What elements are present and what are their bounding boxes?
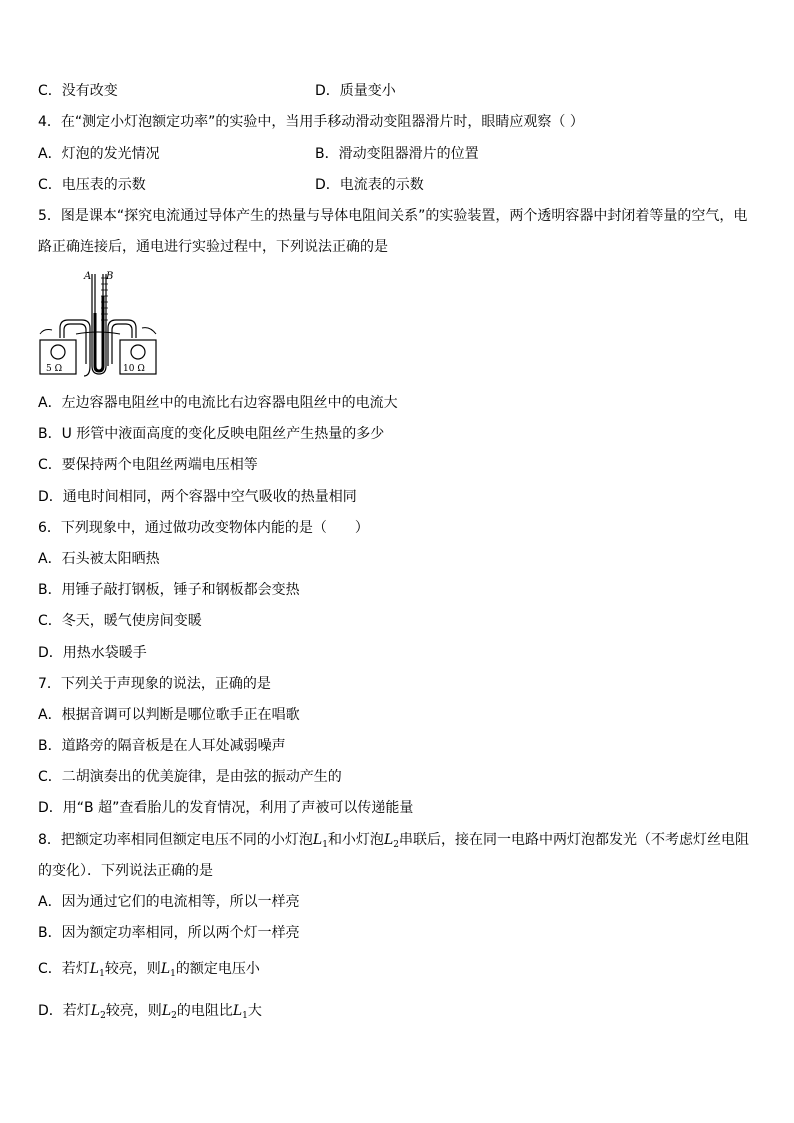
- q8-stem-part3: 串联后，接在同一电路中两灯泡都发光（不考虑灯丝电阻: [398, 832, 749, 848]
- q8-stem-line1: [38, 830, 749, 852]
- q5-option-a: A．左边容器电阻丝中的电流比右边容器电阻丝中的电流大: [38, 395, 398, 411]
- q6-option-b: B．用锤子敲打钢板，锤子和钢板都会变热: [38, 582, 300, 598]
- q8-option-d: [38, 1001, 262, 1023]
- q6-option-a: A．石头被太阳晒热: [38, 551, 160, 567]
- label-a: A: [84, 271, 92, 282]
- lamp-l2-symbol: $L_2$: [90, 1003, 106, 1021]
- q7-option-d: D．用“B 超”查看胎儿的发育情况，利用了声被可以传递能量: [38, 800, 414, 816]
- q8-option-d-part2: 较亮，则: [105, 1003, 162, 1019]
- q8-option-a: A．因为通过它们的电流相等，所以一样亮: [38, 894, 300, 910]
- lamp-l1-symbol: $L_1$: [232, 1003, 248, 1021]
- experiment-apparatus-figure: [38, 268, 158, 380]
- q5-option-b: B．U 形管中液面高度的变化反映电阻丝产生热量的多少: [38, 426, 385, 442]
- u-tube: [92, 274, 108, 374]
- right-connecting-tube: [108, 320, 136, 366]
- q7-option-a: A．根据音调可以判断是哪位歌手正在唱歌: [38, 707, 300, 723]
- q8-option-c-part3: 的额定电压小: [175, 961, 260, 977]
- left-resistor-label: 5 Ω: [46, 364, 63, 374]
- q8-stem-part1: 8．把额定功率相同但额定电压不同的小灯泡: [38, 832, 313, 848]
- q6-option-d: D．用热水袋暖手: [38, 645, 147, 661]
- connecting-wire: [40, 328, 156, 334]
- q4-option-a: A．灯泡的发光情况: [38, 146, 160, 162]
- lamp-l1-symbol: $L_1$: [160, 961, 176, 979]
- q4-option-b: B．滑动变阻器滑片的位置: [315, 146, 479, 162]
- q8-option-d-part1: D．若灯: [38, 1003, 91, 1019]
- q6-stem: 6．下列现象中，通过做功改变物体内能的是（ ）: [38, 520, 369, 536]
- q3-option-c: C．没有改变: [38, 83, 118, 99]
- q5-option-d: D．通电时间相同，两个容器中空气吸收的热量相同: [38, 489, 357, 505]
- lamp-l1-symbol: $L_1$: [89, 961, 105, 979]
- left-connecting-tube: [60, 320, 90, 376]
- lamp-l1-symbol: $L_1$: [312, 832, 328, 850]
- q8-stem-part2: 和小灯泡: [327, 832, 384, 848]
- q5-stem-line1: 5．图是课本“探究电流通过导体产生的热量与导体电阻间关系”的实验装置，两个透明容器中封闭着等量的空气，电: [38, 208, 748, 224]
- q3-option-d: D．质量变小: [315, 83, 396, 99]
- q8-option-c-part1: C．若灯: [38, 961, 90, 977]
- q8-option-c: [38, 959, 260, 981]
- q6-option-c: C．冬天，暖气使房间变暖: [38, 613, 202, 629]
- lamp-l2-symbol: $L_2$: [383, 832, 399, 850]
- right-resistor-label: 10 Ω: [123, 364, 145, 374]
- lamp-l2-symbol: $L_2$: [161, 1003, 177, 1021]
- q8-option-d-part4: 大: [247, 1003, 262, 1019]
- q8-stem-line2: 的变化）．下列说法正确的是: [38, 863, 213, 879]
- q8-option-b: B．因为额定功率相同，所以两个灯一样亮: [38, 925, 300, 941]
- q4-option-c: C．电压表的示数: [38, 177, 146, 193]
- q8-option-c-part2: 较亮，则: [104, 961, 161, 977]
- label-b: B: [106, 271, 114, 282]
- q4-option-d: D．电流表的示数: [315, 177, 424, 193]
- q5-option-c: C．要保持两个电阻丝两端电压相等: [38, 457, 258, 473]
- q8-option-d-part3: 的电阻比: [176, 1003, 233, 1019]
- q5-stem-line2: 路正确连接后，通电进行实验过程中，下列说法正确的是: [38, 239, 388, 255]
- q4-stem: 4．在“测定小灯泡额定功率”的实验中，当用手移动滑动变阻器滑片时，眼睛应观察（ ）: [38, 114, 584, 130]
- q7-option-c: C．二胡演奏出的优美旋律，是由弦的振动产生的: [38, 769, 342, 785]
- q7-option-b: B．道路旁的隔音板是在人耳处减弱噪声: [38, 738, 286, 754]
- q7-stem: 7．下列关于声现象的说法，正确的是: [38, 676, 271, 692]
